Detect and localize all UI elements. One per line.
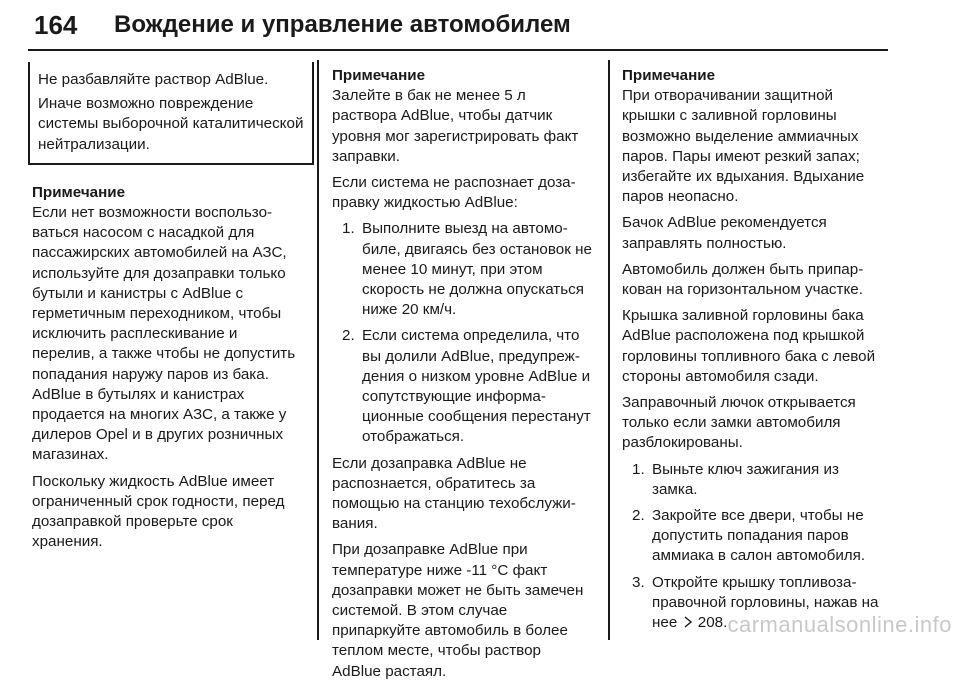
list-item xyxy=(622,460,888,500)
note-text: Залейте в бак не менее 5 л раствора AdBlue, чтобы датчик уровня мог зарегистрировать факт заправки. xyxy=(332,87,579,165)
reference-page-link[interactable]: 208. xyxy=(697,614,728,632)
header-rule xyxy=(28,49,888,51)
page-title: Вождение и управление автомобилем xyxy=(114,11,571,38)
note-heading: Примечание xyxy=(32,183,126,201)
list-item xyxy=(622,506,888,567)
step-number: 2. xyxy=(342,327,355,345)
paragraph: Если система не распознает дозаправку жидкостью AdBlue: xyxy=(332,174,576,212)
step-text: Выполните выезд на автомобиле, двигаясь без остановок не менее 10 минут, при этом скорость не должна опускаться ниже 20 км/ч. xyxy=(362,220,592,319)
list-item xyxy=(332,219,594,320)
steps-list xyxy=(332,219,594,447)
step-number: 1. xyxy=(632,460,645,478)
column-1 xyxy=(32,62,304,558)
note-heading: Примечание xyxy=(332,67,426,84)
note-heading: Примечание xyxy=(622,67,716,84)
step-text: Закройте все двери, чтобы не допустить попадания паров аммиака в салон автомобиля. xyxy=(652,507,866,565)
warning-line-1: Не разбавляйте раствор AdBlue. xyxy=(38,71,269,88)
paragraph: Если нет возможности воспользоваться насосом с насадкой для пассажирских автомобилей на АЗС, используйте для дозаправки только бутыли и канистры с AdBlue с герметичным переходником, чтобы исключить расплескивание и перелив, а также чтобы не допустить попадания наружу паров из бака. AdBlue в бутылях и канистрах продается на многих АЗС, а также у дилеров Opel и в других розничных магазинах. xyxy=(32,204,296,464)
paragraph: Поскольку жидкость AdBlue имеет ограниченный срок годности, перед дозаправкой проверьте срок хранения. xyxy=(32,472,285,551)
paragraph: Заправочный лючок открывается только если замки автомобиля разблокированы. xyxy=(622,394,856,452)
column-divider-1 xyxy=(317,60,319,640)
watermark: carmanualsonline.info xyxy=(727,612,952,637)
warning-line-2: Иначе возможно повреждение системы выборочной каталитической нейтрализации. xyxy=(38,95,304,153)
paragraph: Крышка заливной горловины бака AdBlue расположена под крышкой горловины топливного бака с левой стороны автомобиля сзади. xyxy=(622,307,876,385)
list-item xyxy=(332,326,594,447)
page-number: 164 xyxy=(34,10,78,40)
column-3 xyxy=(622,66,888,639)
step-number: 3. xyxy=(632,573,645,591)
step-number: 1. xyxy=(342,220,355,238)
note-text: При отворачивании защитной крышки с заливной горловины возможно выделение аммиачных паров. Пары имеют резкий запах; избегайте их вдыхания. Вдыхание паров неопасно. xyxy=(622,87,865,206)
paragraph: Автомобиль должен быть припаркован на горизонтальном участке. xyxy=(622,260,864,299)
step-number: 2. xyxy=(632,507,645,525)
paragraph: Бачок AdBlue рекомендуется заправлять полностью. xyxy=(622,214,827,252)
warning-box xyxy=(28,62,314,165)
page-header xyxy=(28,8,888,48)
step-text: Если система определила, что вы долили AdBlue, предупреждения о низком уровне AdBlue и сопутствующие информационные сообщения перестанут отображаться. xyxy=(362,327,591,446)
step-text: Выньте ключ зажигания из замка. xyxy=(652,460,839,498)
reference-arrow-icon[interactable] xyxy=(682,614,694,631)
step-text: Откройте крышку топливозаправочной горловины, нажав на нее xyxy=(652,573,879,632)
column-2 xyxy=(332,66,594,688)
paragraph: При дозаправке AdBlue при температуре ниже -11 °C факт дозаправки может не быть замечен системой. В этом случае припаркуйте автомобиль в более теплом месте, чтобы раствор AdBlue растаял. xyxy=(332,541,584,680)
paragraph: Если дозаправка AdBlue не распознается, обратитесь за помощью на станцию техобслуживания. xyxy=(332,454,576,533)
steps-list xyxy=(622,460,888,634)
column-divider-2 xyxy=(608,60,610,640)
